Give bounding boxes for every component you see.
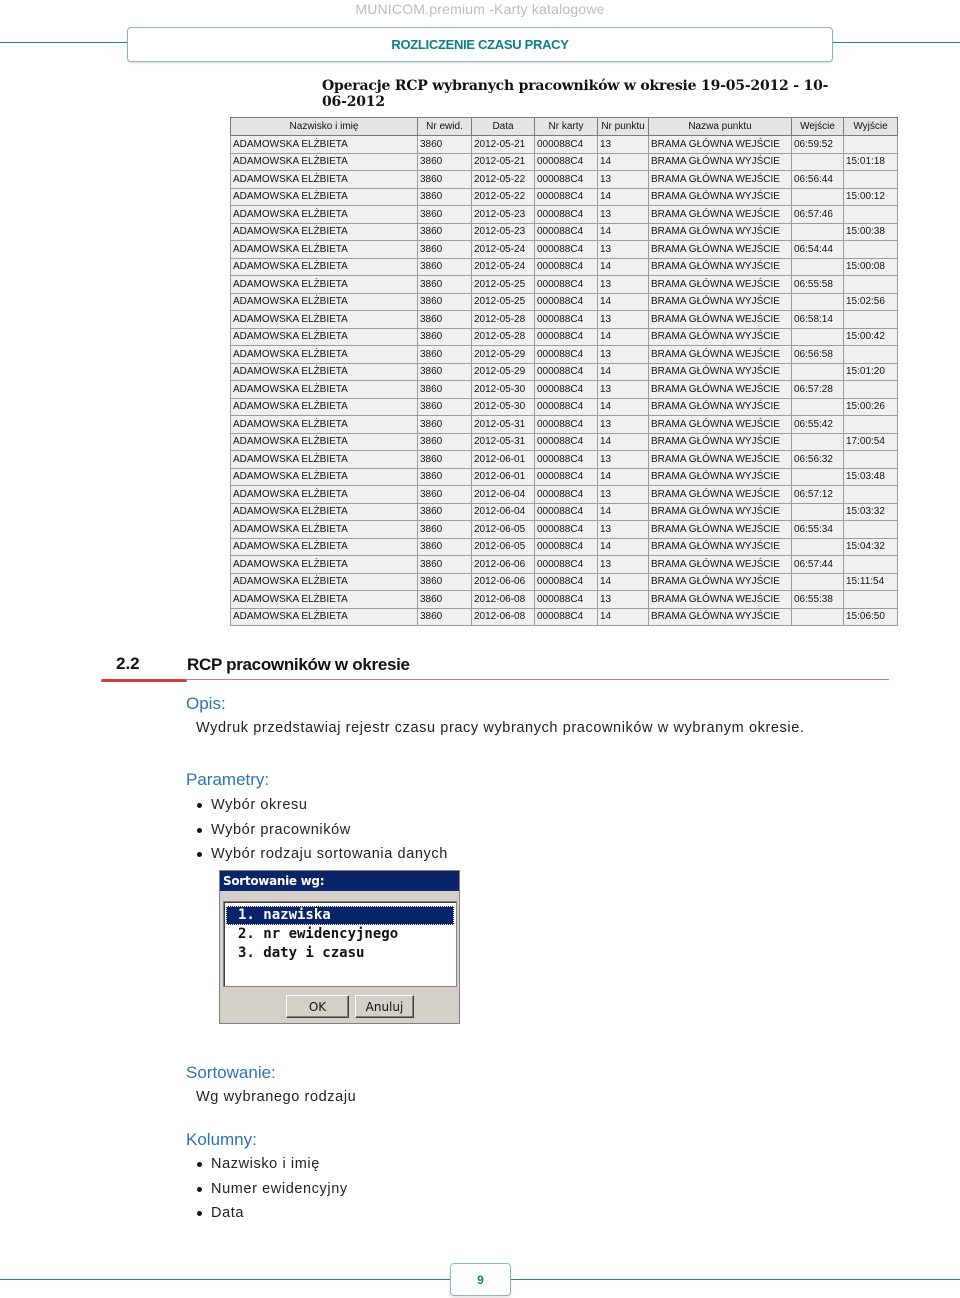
- table-cell: 000088C4: [535, 311, 598, 329]
- header-rule-right: [832, 42, 960, 43]
- table-cell: BRAMA GŁÓWNA WEJŚCIE: [649, 486, 792, 504]
- table-row: [231, 416, 898, 434]
- table-row: [231, 556, 898, 574]
- table-cell: 13: [598, 276, 649, 294]
- table-cell: 15:11:54: [844, 573, 898, 591]
- table-cell: 3860: [418, 416, 472, 434]
- table-cell: 13: [598, 206, 649, 224]
- table-cell: ADAMOWSKA ELŻBIETA: [231, 188, 418, 206]
- table-cell: 06:57:28: [792, 381, 844, 399]
- sort-option-date-time[interactable]: 3. daty i czasu: [238, 945, 365, 961]
- table-cell: 000088C4: [535, 521, 598, 539]
- table-cell: ADAMOWSKA ELŻBIETA: [231, 503, 418, 521]
- list-item: Numer ewidencyjny: [196, 1177, 348, 1202]
- table-cell: 2012-05-28: [472, 311, 535, 329]
- table-cell: 14: [598, 608, 649, 626]
- table-cell: 14: [598, 363, 649, 381]
- table-cell: ADAMOWSKA ELŻBIETA: [231, 241, 418, 259]
- table-cell: [792, 468, 844, 486]
- table-cell: [844, 206, 898, 224]
- table-cell: 000088C4: [535, 153, 598, 171]
- sort-option-record-number[interactable]: 2. nr ewidencyjnego: [238, 926, 399, 942]
- section-number: 2.2: [116, 654, 140, 673]
- column-header: Nr punktu: [598, 118, 649, 136]
- table-row: [231, 311, 898, 329]
- table-cell: 06:57:44: [792, 556, 844, 574]
- table-cell: 06:57:12: [792, 486, 844, 504]
- list-item: Data: [196, 1201, 348, 1226]
- table-cell: ADAMOWSKA ELŻBIETA: [231, 206, 418, 224]
- table-cell: 2012-05-22: [472, 188, 535, 206]
- table-row: [231, 381, 898, 399]
- table-cell: [844, 521, 898, 539]
- table-cell: 14: [598, 188, 649, 206]
- table-cell: 06:55:58: [792, 276, 844, 294]
- table-cell: BRAMA GŁÓWNA WYJŚCIE: [649, 468, 792, 486]
- table-cell: 15:06:50: [844, 608, 898, 626]
- table-row: [231, 171, 898, 189]
- column-header: Nazwisko i imię: [231, 118, 418, 136]
- table-cell: 000088C4: [535, 486, 598, 504]
- table-cell: 13: [598, 521, 649, 539]
- table-cell: 000088C4: [535, 328, 598, 346]
- table-cell: 000088C4: [535, 556, 598, 574]
- table-cell: 2012-05-24: [472, 241, 535, 259]
- table-cell: ADAMOWSKA ELŻBIETA: [231, 346, 418, 364]
- table-cell: 13: [598, 591, 649, 609]
- table-cell: [792, 188, 844, 206]
- table-cell: 000088C4: [535, 451, 598, 469]
- table-cell: 2012-05-31: [472, 416, 535, 434]
- table-cell: ADAMOWSKA ELŻBIETA: [231, 328, 418, 346]
- table-cell: 000088C4: [535, 171, 598, 189]
- table-cell: 2012-05-30: [472, 381, 535, 399]
- sort-dialog: [219, 870, 460, 1024]
- table-cell: 2012-06-05: [472, 538, 535, 556]
- table-row: [231, 608, 898, 626]
- table-cell: 3860: [418, 346, 472, 364]
- table-cell: ADAMOWSKA ELŻBIETA: [231, 153, 418, 171]
- table-cell: 000088C4: [535, 591, 598, 609]
- table-cell: 2012-06-01: [472, 468, 535, 486]
- table-cell: 06:55:34: [792, 521, 844, 539]
- table-row: [231, 591, 898, 609]
- table-cell: ADAMOWSKA ELŻBIETA: [231, 223, 418, 241]
- column-header: Nazwa punktu: [649, 118, 792, 136]
- table-cell: 15:00:38: [844, 223, 898, 241]
- table-cell: [844, 241, 898, 259]
- table-cell: 13: [598, 451, 649, 469]
- table-cell: 2012-06-04: [472, 486, 535, 504]
- table-cell: 14: [598, 433, 649, 451]
- table-cell: 14: [598, 468, 649, 486]
- table-cell: 3860: [418, 153, 472, 171]
- table-cell: [844, 591, 898, 609]
- table-row: [231, 188, 898, 206]
- table-cell: [792, 398, 844, 416]
- table-cell: 06:56:44: [792, 171, 844, 189]
- sort-options-list[interactable]: [223, 901, 457, 987]
- opis-text: Wydruk przedstawiaj rejestr czasu pracy wybranych pracowników w wybranym okresie.: [196, 720, 805, 736]
- table-cell: 000088C4: [535, 573, 598, 591]
- table-cell: 15:01:20: [844, 363, 898, 381]
- table-cell: 13: [598, 346, 649, 364]
- table-cell: 3860: [418, 608, 472, 626]
- table-cell: BRAMA GŁÓWNA WYJŚCIE: [649, 538, 792, 556]
- table-cell: BRAMA GŁÓWNA WEJŚCIE: [649, 381, 792, 399]
- table-cell: [792, 608, 844, 626]
- footer-rule-right: [510, 1279, 960, 1280]
- table-cell: ADAMOWSKA ELŻBIETA: [231, 538, 418, 556]
- table-cell: 15:00:12: [844, 188, 898, 206]
- table-cell: 3860: [418, 258, 472, 276]
- table-cell: 13: [598, 486, 649, 504]
- table-cell: 2012-05-23: [472, 206, 535, 224]
- column-header: Wejście: [792, 118, 844, 136]
- table-cell: ADAMOWSKA ELŻBIETA: [231, 521, 418, 539]
- section-title: RCP pracowników w okresie: [187, 655, 410, 674]
- parametry-label: Parametry:: [186, 770, 270, 789]
- table-cell: 000088C4: [535, 433, 598, 451]
- table-cell: BRAMA GŁÓWNA WEJŚCIE: [649, 451, 792, 469]
- list-item: Nazwisko i imię: [196, 1152, 348, 1177]
- ok-button[interactable]: OK: [286, 995, 349, 1018]
- table-cell: 000088C4: [535, 398, 598, 416]
- table-cell: 2012-05-25: [472, 276, 535, 294]
- table-cell: 13: [598, 416, 649, 434]
- table-cell: BRAMA GŁÓWNA WEJŚCIE: [649, 591, 792, 609]
- table-cell: [844, 136, 898, 154]
- table-cell: 3860: [418, 486, 472, 504]
- table-cell: 3860: [418, 171, 472, 189]
- table-cell: BRAMA GŁÓWNA WYJŚCIE: [649, 363, 792, 381]
- table-cell: 13: [598, 136, 649, 154]
- table-cell: 13: [598, 556, 649, 574]
- table-cell: 3860: [418, 573, 472, 591]
- table-cell: ADAMOWSKA ELŻBIETA: [231, 451, 418, 469]
- table-cell: BRAMA GŁÓWNA WYJŚCIE: [649, 188, 792, 206]
- table-cell: BRAMA GŁÓWNA WYJŚCIE: [649, 258, 792, 276]
- table-cell: ADAMOWSKA ELŻBIETA: [231, 468, 418, 486]
- page-number-label: 9: [477, 1272, 484, 1287]
- table-cell: 15:04:32: [844, 538, 898, 556]
- table-row: [231, 153, 898, 171]
- table-row: [231, 363, 898, 381]
- table-cell: 06:55:42: [792, 416, 844, 434]
- table-row: [231, 206, 898, 224]
- table-cell: 06:59:52: [792, 136, 844, 154]
- table-cell: 000088C4: [535, 468, 598, 486]
- table-cell: 14: [598, 223, 649, 241]
- table-row: [231, 573, 898, 591]
- table-cell: 000088C4: [535, 223, 598, 241]
- table-row: [231, 486, 898, 504]
- table-row: [231, 468, 898, 486]
- table-cell: 13: [598, 381, 649, 399]
- table-cell: 13: [598, 241, 649, 259]
- column-header: Nr karty: [535, 118, 598, 136]
- table-cell: BRAMA GŁÓWNA WYJŚCIE: [649, 328, 792, 346]
- table-cell: 000088C4: [535, 381, 598, 399]
- table-cell: 13: [598, 171, 649, 189]
- table-cell: BRAMA GŁÓWNA WYJŚCIE: [649, 503, 792, 521]
- table-cell: [792, 328, 844, 346]
- table-row: [231, 503, 898, 521]
- table-cell: BRAMA GŁÓWNA WYJŚCIE: [649, 573, 792, 591]
- table-cell: [792, 573, 844, 591]
- table-cell: [844, 451, 898, 469]
- table-cell: BRAMA GŁÓWNA WEJŚCIE: [649, 556, 792, 574]
- table-cell: 13: [598, 311, 649, 329]
- table-cell: 14: [598, 398, 649, 416]
- column-header: Data: [472, 118, 535, 136]
- table-cell: BRAMA GŁÓWNA WYJŚCIE: [649, 433, 792, 451]
- table-cell: 15:00:26: [844, 398, 898, 416]
- opis-label: Opis:: [186, 694, 226, 713]
- table-cell: [792, 433, 844, 451]
- table-cell: 3860: [418, 363, 472, 381]
- table-cell: ADAMOWSKA ELŻBIETA: [231, 293, 418, 311]
- table-cell: ADAMOWSKA ELŻBIETA: [231, 608, 418, 626]
- list-item: Wybór pracowników: [196, 818, 448, 843]
- table-cell: 15:00:08: [844, 258, 898, 276]
- table-cell: BRAMA GŁÓWNA WEJŚCIE: [649, 346, 792, 364]
- table-cell: 2012-05-31: [472, 433, 535, 451]
- table-row: [231, 328, 898, 346]
- table-cell: [792, 153, 844, 171]
- header-rule-left: [0, 42, 127, 43]
- list-item: Wybór rodzaju sortowania danych: [196, 842, 448, 867]
- table-cell: 15:03:48: [844, 468, 898, 486]
- table-cell: BRAMA GŁÓWNA WYJŚCIE: [649, 398, 792, 416]
- table-cell: ADAMOWSKA ELŻBIETA: [231, 276, 418, 294]
- table-cell: ADAMOWSKA ELŻBIETA: [231, 398, 418, 416]
- column-header: Nr ewid.: [418, 118, 472, 136]
- table-cell: [844, 346, 898, 364]
- table-cell: BRAMA GŁÓWNA WEJŚCIE: [649, 276, 792, 294]
- table-cell: 14: [598, 538, 649, 556]
- table-cell: 3860: [418, 381, 472, 399]
- table-cell: [792, 293, 844, 311]
- table-body: [231, 136, 898, 626]
- table-cell: [844, 311, 898, 329]
- section-banner-label: ROZLICZENIE CZASU PRACY: [391, 37, 569, 52]
- table-cell: [792, 223, 844, 241]
- table-cell: 2012-06-06: [472, 556, 535, 574]
- table-row: [231, 241, 898, 259]
- table-cell: [844, 556, 898, 574]
- table-cell: ADAMOWSKA ELŻBIETA: [231, 433, 418, 451]
- table-cell: 000088C4: [535, 416, 598, 434]
- table-cell: 000088C4: [535, 206, 598, 224]
- table-cell: [792, 538, 844, 556]
- table-cell: 15:01:18: [844, 153, 898, 171]
- column-header: Wyjście: [844, 118, 898, 136]
- table-cell: ADAMOWSKA ELŻBIETA: [231, 573, 418, 591]
- parametry-list: [196, 793, 448, 867]
- table-cell: ADAMOWSKA ELŻBIETA: [231, 258, 418, 276]
- table-cell: 14: [598, 503, 649, 521]
- table-cell: 3860: [418, 591, 472, 609]
- table-cell: BRAMA GŁÓWNA WEJŚCIE: [649, 241, 792, 259]
- rcp-report-table: [230, 117, 898, 626]
- table-cell: 2012-05-29: [472, 363, 535, 381]
- document-header-title: MUNICOM.premium -Karty katalogowe: [355, 1, 605, 17]
- table-cell: 2012-06-08: [472, 608, 535, 626]
- table-cell: 000088C4: [535, 258, 598, 276]
- sortowanie-label: Sortowanie:: [186, 1063, 276, 1082]
- table-cell: 3860: [418, 556, 472, 574]
- table-cell: 3860: [418, 241, 472, 259]
- table-cell: BRAMA GŁÓWNA WYJŚCIE: [649, 608, 792, 626]
- table-row: [231, 521, 898, 539]
- table-cell: ADAMOWSKA ELŻBIETA: [231, 416, 418, 434]
- table-cell: 3860: [418, 538, 472, 556]
- table-cell: 3860: [418, 311, 472, 329]
- table-cell: 14: [598, 573, 649, 591]
- table-cell: BRAMA GŁÓWNA WEJŚCIE: [649, 521, 792, 539]
- table-cell: 000088C4: [535, 293, 598, 311]
- table-cell: 14: [598, 153, 649, 171]
- kolumny-label: Kolumny:: [186, 1130, 257, 1149]
- table-cell: BRAMA GŁÓWNA WEJŚCIE: [649, 311, 792, 329]
- list-item: Wybór okresu: [196, 793, 448, 818]
- kolumny-list: [196, 1152, 348, 1226]
- table-cell: 3860: [418, 503, 472, 521]
- table-cell: 15:03:32: [844, 503, 898, 521]
- sort-option-surname[interactable]: 1. nazwiska: [226, 906, 454, 925]
- table-cell: 3860: [418, 206, 472, 224]
- section-accent-line: [101, 679, 187, 682]
- table-cell: 2012-05-22: [472, 171, 535, 189]
- table-cell: [792, 503, 844, 521]
- table-cell: 2012-05-25: [472, 293, 535, 311]
- table-cell: BRAMA GŁÓWNA WEJŚCIE: [649, 206, 792, 224]
- table-cell: ADAMOWSKA ELŻBIETA: [231, 136, 418, 154]
- table-cell: 2012-05-23: [472, 223, 535, 241]
- table-cell: 3860: [418, 223, 472, 241]
- table-cell: ADAMOWSKA ELŻBIETA: [231, 486, 418, 504]
- table-row: [231, 136, 898, 154]
- table-cell: [844, 486, 898, 504]
- table-row: [231, 538, 898, 556]
- footer-rule-left: [0, 1279, 450, 1280]
- table-cell: 3860: [418, 521, 472, 539]
- table-row: [231, 293, 898, 311]
- table-cell: BRAMA GŁÓWNA WYJŚCIE: [649, 293, 792, 311]
- table-cell: 000088C4: [535, 136, 598, 154]
- table-cell: 06:54:44: [792, 241, 844, 259]
- table-row: [231, 276, 898, 294]
- table-row: [231, 451, 898, 469]
- table-cell: [844, 171, 898, 189]
- table-cell: [792, 258, 844, 276]
- table-cell: 3860: [418, 276, 472, 294]
- table-cell: 2012-06-05: [472, 521, 535, 539]
- table-cell: 14: [598, 258, 649, 276]
- table-cell: BRAMA GŁÓWNA WEJŚCIE: [649, 171, 792, 189]
- table-header-row: [231, 118, 898, 136]
- table-cell: 000088C4: [535, 608, 598, 626]
- sortowanie-text: Wg wybranego rodzaju: [196, 1089, 357, 1105]
- table-row: [231, 398, 898, 416]
- table-cell: 3860: [418, 188, 472, 206]
- table-cell: 000088C4: [535, 276, 598, 294]
- table-cell: ADAMOWSKA ELŻBIETA: [231, 311, 418, 329]
- table-cell: 2012-06-08: [472, 591, 535, 609]
- table-cell: 000088C4: [535, 538, 598, 556]
- table-cell: 14: [598, 293, 649, 311]
- table-cell: 06:57:46: [792, 206, 844, 224]
- table-cell: 2012-06-06: [472, 573, 535, 591]
- table-cell: 000088C4: [535, 241, 598, 259]
- table-cell: 3860: [418, 293, 472, 311]
- table-row: [231, 258, 898, 276]
- table-cell: 000088C4: [535, 503, 598, 521]
- table-cell: 3860: [418, 136, 472, 154]
- table-cell: 000088C4: [535, 363, 598, 381]
- table-cell: 2012-05-28: [472, 328, 535, 346]
- table-row: [231, 433, 898, 451]
- table-cell: 17:00:54: [844, 433, 898, 451]
- table-cell: ADAMOWSKA ELŻBIETA: [231, 556, 418, 574]
- table-row: [231, 223, 898, 241]
- table-cell: 000088C4: [535, 188, 598, 206]
- cancel-button[interactable]: Anuluj: [355, 995, 414, 1018]
- sort-dialog-title: Sortowanie wg:: [220, 871, 459, 891]
- table-cell: [844, 381, 898, 399]
- table-cell: ADAMOWSKA ELŻBIETA: [231, 171, 418, 189]
- table-cell: [844, 416, 898, 434]
- table-cell: 14: [598, 328, 649, 346]
- section-divider: [187, 679, 889, 680]
- table-cell: 06:56:32: [792, 451, 844, 469]
- table-cell: 15:02:56: [844, 293, 898, 311]
- table-cell: 2012-05-21: [472, 153, 535, 171]
- table-cell: 2012-05-24: [472, 258, 535, 276]
- page-number: [450, 1263, 511, 1296]
- table-cell: 06:56:58: [792, 346, 844, 364]
- table-cell: [792, 363, 844, 381]
- section-banner: [127, 27, 833, 62]
- table-cell: BRAMA GŁÓWNA WEJŚCIE: [649, 416, 792, 434]
- table-row: [231, 346, 898, 364]
- table-cell: BRAMA GŁÓWNA WEJŚCIE: [649, 136, 792, 154]
- table-cell: 2012-06-04: [472, 503, 535, 521]
- table-cell: 3860: [418, 433, 472, 451]
- table-cell: 2012-05-21: [472, 136, 535, 154]
- table-cell: ADAMOWSKA ELŻBIETA: [231, 591, 418, 609]
- table-cell: 2012-06-01: [472, 451, 535, 469]
- table-cell: 3860: [418, 398, 472, 416]
- table-cell: 3860: [418, 468, 472, 486]
- table-cell: 06:55:38: [792, 591, 844, 609]
- table-cell: 3860: [418, 328, 472, 346]
- table-cell: 3860: [418, 451, 472, 469]
- table-cell: ADAMOWSKA ELŻBIETA: [231, 381, 418, 399]
- table-cell: BRAMA GŁÓWNA WYJŚCIE: [649, 153, 792, 171]
- table-cell: 000088C4: [535, 346, 598, 364]
- table-cell: 06:58:14: [792, 311, 844, 329]
- table-cell: BRAMA GŁÓWNA WYJŚCIE: [649, 223, 792, 241]
- table-cell: ADAMOWSKA ELŻBIETA: [231, 363, 418, 381]
- table-cell: 2012-05-30: [472, 398, 535, 416]
- table-cell: 2012-05-29: [472, 346, 535, 364]
- table-cell: 15:00:42: [844, 328, 898, 346]
- table-cell: [844, 276, 898, 294]
- report-title: Operacje RCP wybranych pracowników w okresie 19-05-2012 - 10-06-2012: [322, 78, 829, 110]
